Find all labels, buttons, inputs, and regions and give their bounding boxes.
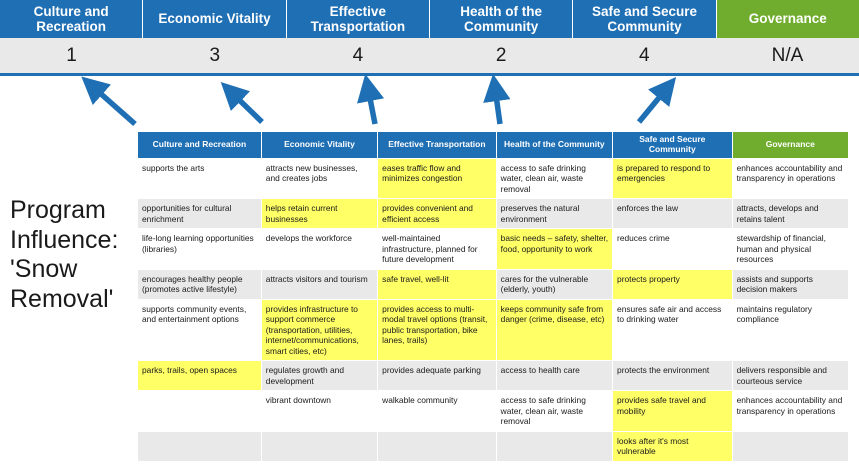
table-row [138, 391, 849, 432]
matrix-cell [378, 431, 497, 461]
matrix-cell: encourages healthy people (promotes active lifestyle) [138, 269, 262, 299]
matrix-cell [138, 431, 262, 461]
pillar-header-governance: Governance [717, 0, 859, 38]
table-row [138, 269, 849, 299]
matrix-cell: keeps community safe from danger (crime, disease, etc) [496, 299, 612, 361]
caption-line-2: Influence: [10, 225, 119, 254]
matrix-cell: looks after it's most vulnerable [613, 431, 733, 461]
matrix-col-culture-and-recreation: Culture and Recreation [138, 132, 262, 159]
matrix-cell: protects the environment [613, 361, 733, 391]
score-effective-transportation: 4 [352, 44, 364, 66]
matrix-cell: is prepared to respond to emergencies [613, 158, 733, 199]
matrix-cell: enhances accountability and transparency in operations [732, 158, 848, 199]
matrix-cell: stewardship of financial, human and physical resources [732, 229, 848, 270]
matrix-cell: supports community events, and entertainment options [138, 299, 262, 361]
matrix-cell: provides access to multi-modal travel options (transit, public transportation, bike lanes, trails) [378, 299, 497, 361]
table-row [138, 158, 849, 199]
pillar-score-band [0, 38, 859, 76]
matrix-cell: provides safe travel and mobility [613, 391, 733, 432]
matrix-col-effective-transportation: Effective Transportation [378, 132, 497, 159]
matrix-cell: preserves the natural environment [496, 199, 612, 229]
matrix-col-economic-vitality: Economic Vitality [261, 132, 377, 159]
matrix-cell: reduces crime [613, 229, 733, 270]
arrow-up-left-icon-1 [92, 86, 135, 124]
matrix-cell: attracts new businesses, and creates jobs [261, 158, 377, 199]
matrix-cell: provides convenient and efficient access [378, 199, 497, 229]
matrix-cell: vibrant downtown [261, 391, 377, 432]
matrix-cell: provides infrastructure to support commerce (transportation, utilities, internet/communications, smart cities, etc) [261, 299, 377, 361]
pillar-attribute-matrix [137, 131, 849, 462]
arrow-layer [0, 76, 859, 132]
arrow-up-left-icon-3 [368, 88, 375, 124]
matrix-cell: helps retain current businesses [261, 199, 377, 229]
matrix-cell: parks, trails, open spaces [138, 361, 262, 391]
score-culture-and-recreation: 1 [66, 44, 77, 66]
matrix-cell [732, 431, 848, 461]
matrix-cell: attracts, develops and retains talent [732, 199, 848, 229]
matrix-cell: ensures safe air and access to drinking water [613, 299, 733, 361]
score-safe-and-secure-community: 4 [638, 44, 650, 66]
matrix-col-health-of-the-community: Health of the Community [496, 132, 612, 159]
pillar-header-economic-vitality: Economic Vitality [143, 0, 286, 38]
matrix-cell: eases traffic flow and minimizes congestion [378, 158, 497, 199]
matrix-col-governance: Governance [732, 132, 848, 159]
score-economic-vitality: 3 [209, 44, 221, 66]
matrix-cell: safe travel, well-lit [378, 269, 497, 299]
matrix-cell: regulates growth and development [261, 361, 377, 391]
matrix-cell: cares for the vulnerable (elderly, youth) [496, 269, 612, 299]
table-row [138, 431, 849, 461]
matrix-body [138, 158, 849, 461]
table-row [138, 229, 849, 270]
pillar-header-safe-and-secure-community: Safe and Secure Community [573, 0, 716, 38]
matrix-cell: develops the workforce [261, 229, 377, 270]
matrix-cell: supports the arts [138, 158, 262, 199]
caption-line-1: Program [10, 196, 106, 224]
caption-line-3: 'Snow [10, 255, 78, 283]
arrow-up-left-icon-5 [639, 88, 667, 122]
matrix-cell: provides adequate parking [378, 361, 497, 391]
matrix-cell: protects property [613, 269, 733, 299]
caption-line-4: Removal' [10, 284, 114, 313]
score-health-of-the-community: 2 [495, 44, 507, 66]
matrix-cell: delivers responsible and courteous service [732, 361, 848, 391]
matrix-cell [261, 431, 377, 461]
matrix-cell [138, 391, 262, 432]
matrix-header-row [138, 132, 849, 159]
matrix-cell: access to safe drinking water, clean air, waste removal [496, 158, 612, 199]
matrix-cell: opportunities for cultural enrichment [138, 199, 262, 229]
program-influence-caption [10, 196, 138, 314]
matrix-cell: maintains regulatory compliance [732, 299, 848, 361]
matrix-cell: access to health care [496, 361, 612, 391]
matrix-cell: well-maintained infrastructure, planned for future development [378, 229, 497, 270]
pillar-header-band [0, 0, 859, 38]
pillar-header-effective-transportation: Effective Transportation [287, 0, 430, 38]
pillar-header-health-of-the-community: Health of the Community [430, 0, 573, 38]
matrix-cell: access to safe drinking water, clean air, waste removal [496, 391, 612, 432]
matrix-cell: enforces the law [613, 199, 733, 229]
table-row [138, 299, 849, 361]
matrix-cell: basic needs – safety, shelter, food, opportunity to work [496, 229, 612, 270]
score-governance: N/A [771, 44, 804, 66]
table-row [138, 199, 849, 229]
matrix-cell: attracts visitors and tourism [261, 269, 377, 299]
arrow-up-left-icon-4 [495, 88, 500, 124]
pillar-header-culture-and-recreation: Culture and Recreation [0, 0, 143, 38]
matrix-cell: enhances accountability and transparency in operations [732, 391, 848, 432]
matrix-cell: walkable community [378, 391, 497, 432]
matrix-cell: life-long learning opportunities (libraries) [138, 229, 262, 270]
matrix-cell: assists and supports decision makers [732, 269, 848, 299]
arrow-up-left-icon-2 [231, 92, 262, 122]
matrix-col-safe-and-secure-community: Safe and Secure Community [613, 132, 733, 159]
matrix-cell [496, 431, 612, 461]
table-row [138, 361, 849, 391]
